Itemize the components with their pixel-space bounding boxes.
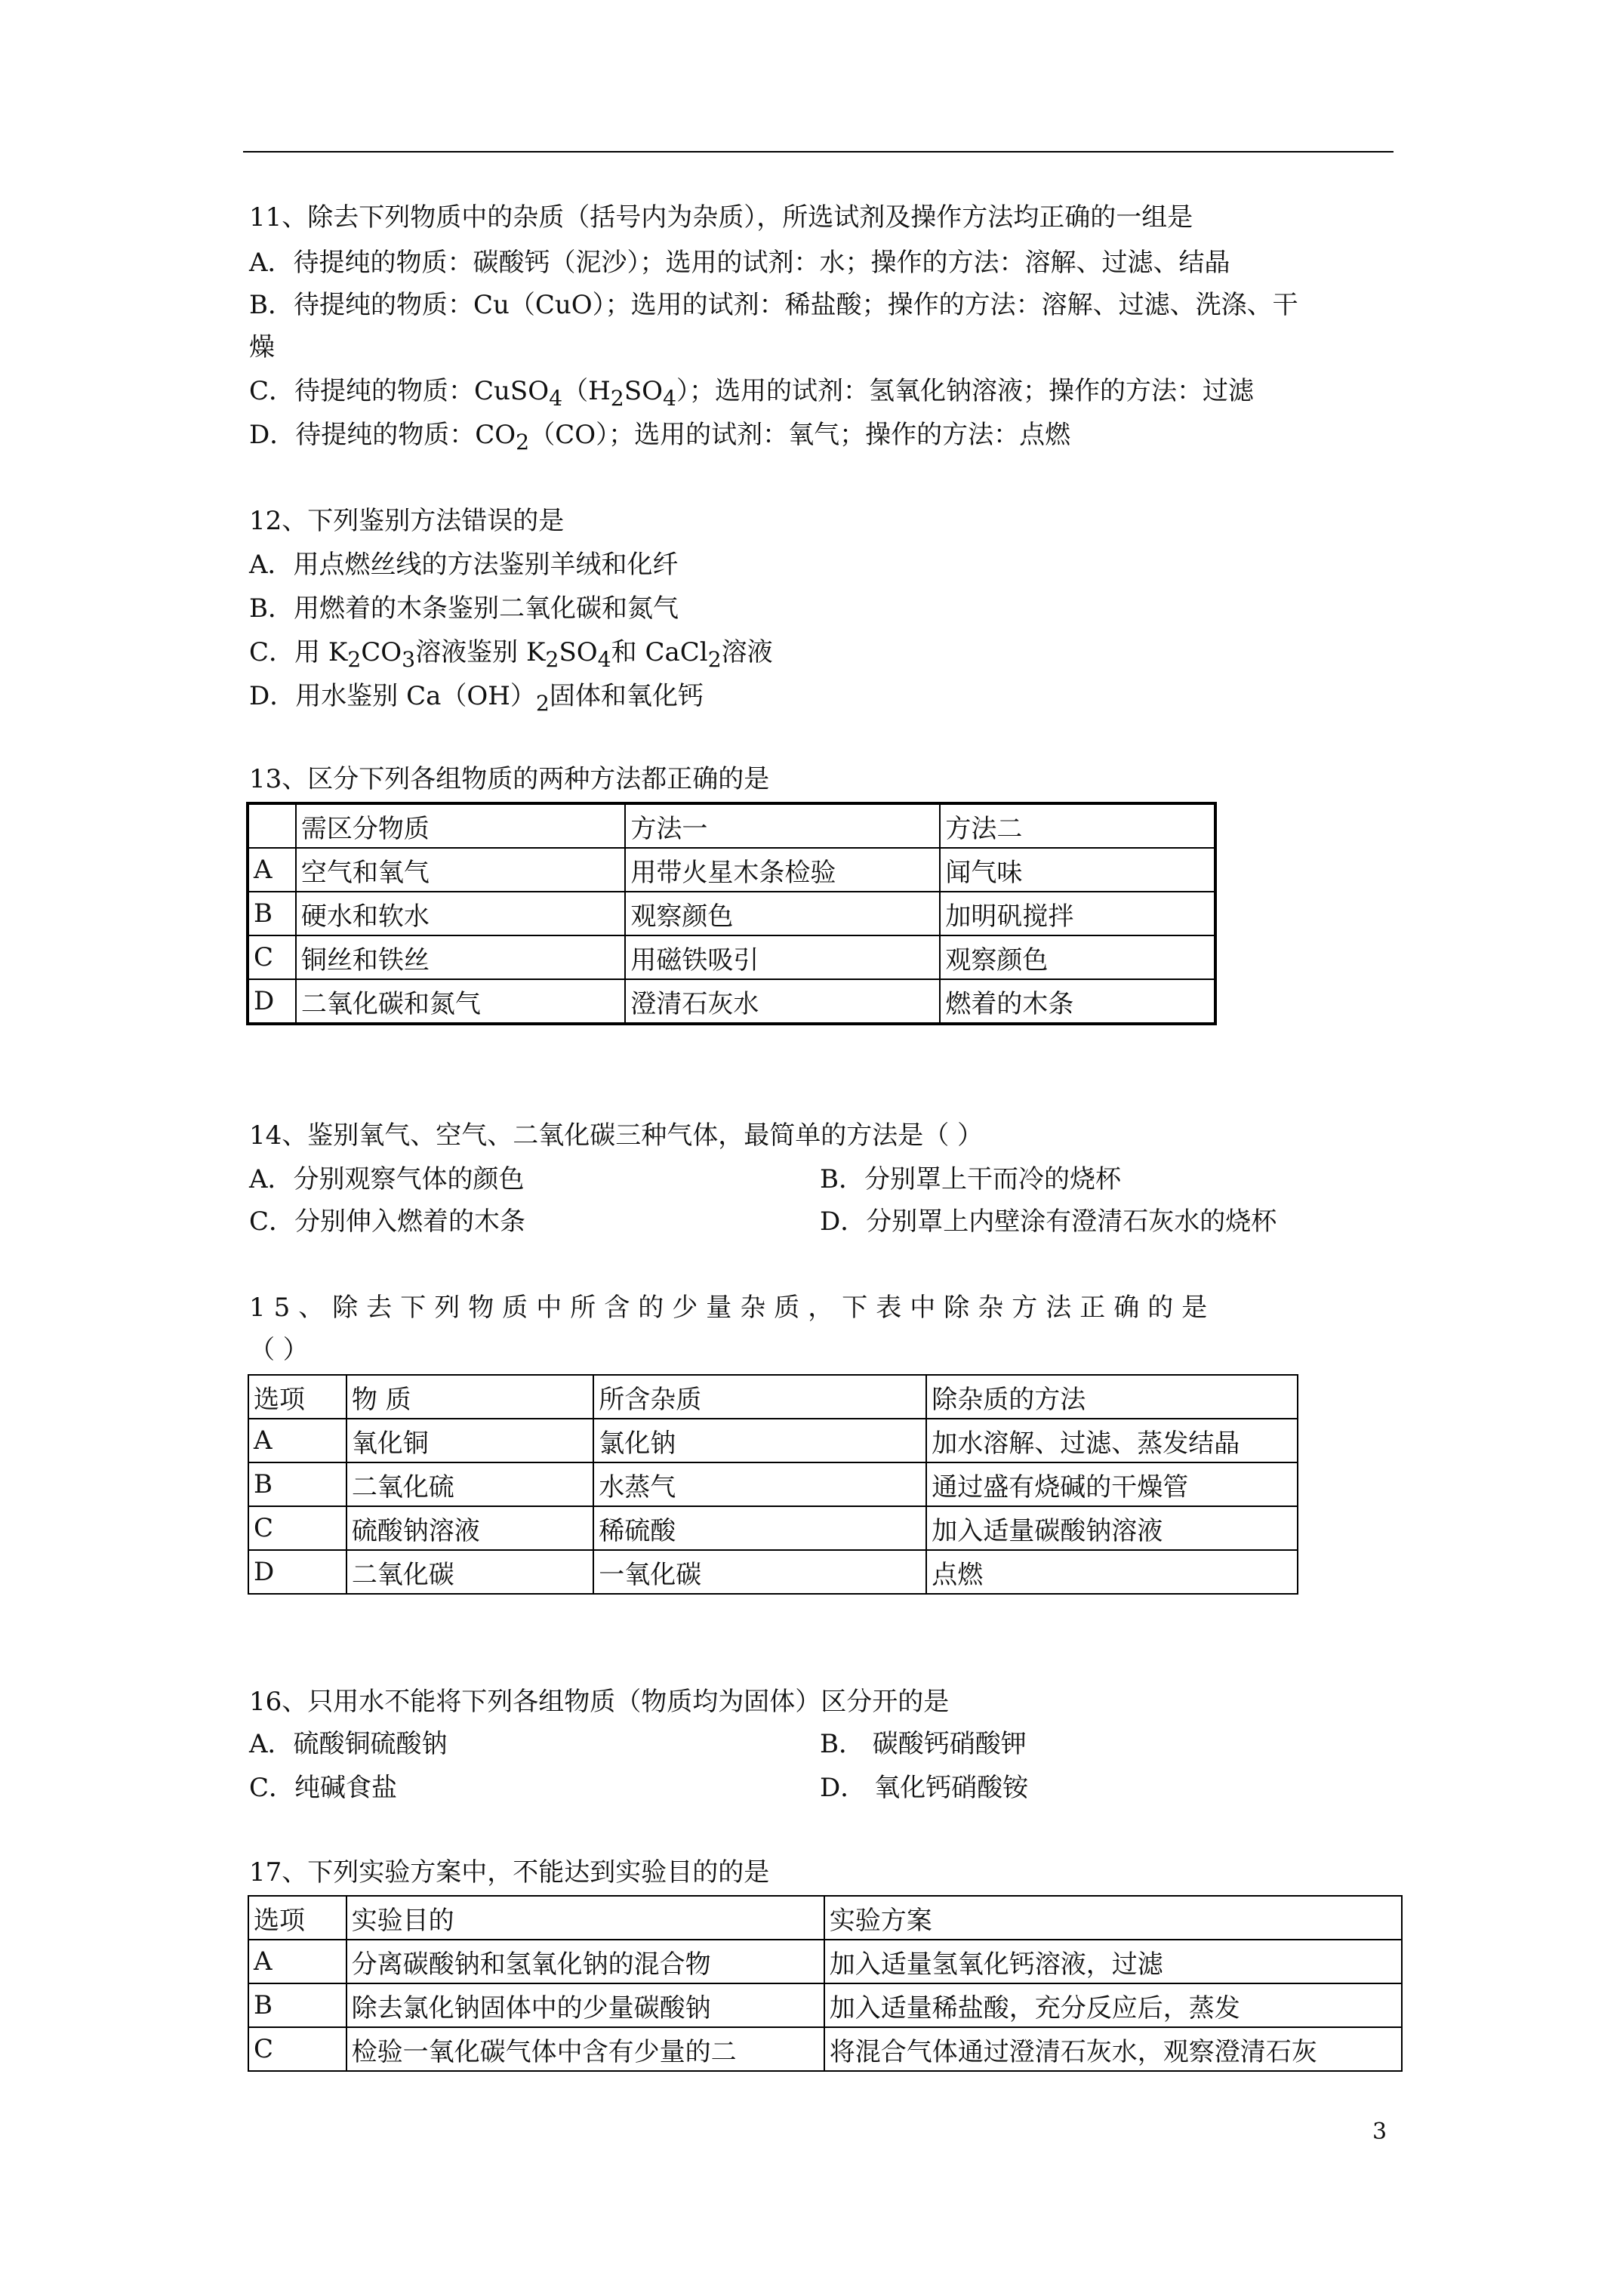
table-cell: B bbox=[248, 1462, 346, 1506]
q11-option-b: B．待提纯的物质：Cu（CuO）；选用的试剂：稀盐酸；操作的方法：溶解、过滤、洗涤、干 bbox=[249, 290, 1298, 320]
table-cell: 除杂质的方法 bbox=[926, 1375, 1298, 1419]
table-cell: A bbox=[248, 848, 296, 892]
table-cell: 选项 bbox=[248, 1375, 346, 1419]
q11-option-c: C．待提纯的物质：$CuSO_4(H_2SO_4)$；选用的试剂：氢氧化钠溶液；操作的方法：过滤 bbox=[249, 376, 1255, 411]
q13-table bbox=[246, 802, 1217, 1025]
table-cell: C bbox=[248, 2027, 346, 2071]
table-cell: B bbox=[248, 1983, 346, 2027]
q16-stem: 16、只用水不能将下列各组物质（物质均为固体）区分开的是 bbox=[249, 1687, 950, 1717]
table-header-row bbox=[248, 1896, 1402, 1940]
q15-stem-blank: （ ） bbox=[249, 1335, 309, 1365]
table-cell: 需区分物质 bbox=[296, 803, 626, 848]
table-cell: 加明矾搅拌 bbox=[940, 892, 1215, 935]
table-row bbox=[248, 2027, 1402, 2071]
table-cell: 将混合气体通过澄清石灰水，观察澄清石灰 bbox=[824, 2027, 1402, 2071]
q14-option-c: C．分别伸入燃着的木条 bbox=[249, 1207, 526, 1237]
table-cell: 硬水和软水 bbox=[296, 892, 626, 935]
table-cell: 氧化铜 bbox=[346, 1419, 593, 1462]
table-cell: 硫酸钠溶液 bbox=[346, 1506, 593, 1550]
q15-stem: 15、除去下列物质中所含的少量杂质，下表中除杂方法正确的是 bbox=[249, 1293, 1216, 1323]
q15-table bbox=[248, 1374, 1298, 1595]
q11-option-a: A．待提纯的物质：碳酸钙（泥沙）；选用的试剂：水；操作的方法：溶解、过滤、结晶 bbox=[249, 248, 1230, 278]
table-row bbox=[248, 1550, 1298, 1594]
table-cell: D bbox=[248, 979, 296, 1024]
table-row bbox=[248, 1506, 1298, 1550]
table-cell: C bbox=[248, 1506, 346, 1550]
table-cell: 除去氯化钠固体中的少量碳酸钠 bbox=[346, 1983, 824, 2027]
table-row bbox=[248, 1462, 1298, 1506]
table-cell: 氯化钠 bbox=[593, 1419, 926, 1462]
table-cell: 澄清石灰水 bbox=[625, 979, 940, 1024]
q12-option-d: D．用水鉴别 $Ca(OH)_2$固体和氧化钙 bbox=[249, 681, 704, 716]
table-cell: 二氧化碳 bbox=[346, 1550, 593, 1594]
q11-option-b-cont: 燥 bbox=[249, 332, 275, 362]
table-cell: A bbox=[248, 1940, 346, 1983]
page-number: 3 bbox=[1372, 2119, 1387, 2145]
table-cell: 所含杂质 bbox=[593, 1375, 926, 1419]
table-cell: 铜丝和铁丝 bbox=[296, 935, 626, 979]
q14-option-d: D．分别罩上内壁涂有澄清石灰水的烧杯 bbox=[820, 1207, 1277, 1237]
q12-option-a: A．用点燃丝线的方法鉴别羊绒和化纤 bbox=[249, 550, 679, 580]
table-cell: 闻气味 bbox=[940, 848, 1215, 892]
table-cell: B bbox=[248, 892, 296, 935]
table-cell: 加水溶解、过滤、蒸发结晶 bbox=[926, 1419, 1298, 1462]
table-row bbox=[248, 1940, 1402, 1983]
table-row bbox=[248, 1983, 1402, 2027]
table-row bbox=[248, 848, 1215, 892]
table-cell: 方法二 bbox=[940, 803, 1215, 848]
table-cell: 二氧化碳和氮气 bbox=[296, 979, 626, 1024]
table-cell: 加入适量碳酸钠溶液 bbox=[926, 1506, 1298, 1550]
table-cell: 实验方案 bbox=[824, 1896, 1402, 1940]
table-cell: 二氧化硫 bbox=[346, 1462, 593, 1506]
table-cell: 方法一 bbox=[625, 803, 940, 848]
header-rule bbox=[243, 151, 1394, 153]
table-row bbox=[248, 979, 1215, 1024]
q16-option-b: B． 碳酸钙硝酸钾 bbox=[820, 1729, 1027, 1759]
q14-option-a: A．分别观察气体的颜色 bbox=[249, 1164, 525, 1194]
table-cell: 实验目的 bbox=[346, 1896, 824, 1940]
q16-option-c: C．纯碱食盐 bbox=[249, 1773, 398, 1803]
table-cell: 物 质 bbox=[346, 1375, 593, 1419]
q16-option-d: D． 氧化钙硝酸铵 bbox=[820, 1773, 1029, 1803]
q17-table bbox=[248, 1895, 1403, 2072]
table-cell: 加入适量稀盐酸，充分反应后，蒸发 bbox=[824, 1983, 1402, 2027]
q14-option-b: B．分别罩上干而冷的烧杯 bbox=[820, 1164, 1121, 1194]
q13-stem: 13、区分下列各组物质的两种方法都正确的是 bbox=[249, 764, 770, 794]
table-cell: 观察颜色 bbox=[625, 892, 940, 935]
q17-stem: 17、下列实验方案中，不能达到实验目的的是 bbox=[249, 1857, 770, 1888]
table-row bbox=[248, 1419, 1298, 1462]
table-cell: C bbox=[248, 935, 296, 979]
table-cell: D bbox=[248, 1550, 346, 1594]
table-cell: 稀硫酸 bbox=[593, 1506, 926, 1550]
table-cell: 观察颜色 bbox=[940, 935, 1215, 979]
table-cell: 分离碳酸钠和氢氧化钠的混合物 bbox=[346, 1940, 824, 1983]
q12-option-b: B．用燃着的木条鉴别二氧化碳和氮气 bbox=[249, 593, 679, 624]
q12-option-c: C．用 $K_2CO_3$溶液鉴别 $K_2SO_4$和 CaCl$_2$溶液 bbox=[249, 637, 773, 672]
table-cell: 加入适量氢氧化钙溶液，过滤 bbox=[824, 1940, 1402, 1983]
table-row bbox=[248, 892, 1215, 935]
q14-stem: 14、鉴别氧气、空气、二氧化碳三种气体，最简单的方法是（ ） bbox=[249, 1120, 984, 1151]
table-cell: 一氧化碳 bbox=[593, 1550, 926, 1594]
table-cell: 通过盛有烧碱的干燥管 bbox=[926, 1462, 1298, 1506]
table-cell: 空气和氧气 bbox=[296, 848, 626, 892]
q12-stem: 12、下列鉴别方法错误的是 bbox=[249, 506, 565, 536]
table-row bbox=[248, 935, 1215, 979]
q11-stem: 11、除去下列物质中的杂质（括号内为杂质），所选试剂及操作方法均正确的一组是 bbox=[249, 202, 1193, 233]
table-cell bbox=[248, 803, 296, 848]
table-cell: 用带火星木条检验 bbox=[625, 848, 940, 892]
table-header-row bbox=[248, 1375, 1298, 1419]
q11-option-d: D．待提纯的物质：$CO_2(CO)$；选用的试剂：氧气；操作的方法：点燃 bbox=[249, 420, 1071, 455]
table-cell: 用磁铁吸引 bbox=[625, 935, 940, 979]
table-cell: 燃着的木条 bbox=[940, 979, 1215, 1024]
table-cell: 检验一氧化碳气体中含有少量的二 bbox=[346, 2027, 824, 2071]
table-header-row bbox=[248, 803, 1215, 848]
table-cell: 选项 bbox=[248, 1896, 346, 1940]
table-cell: A bbox=[248, 1419, 346, 1462]
q16-option-a: A．硫酸铜硫酸钠 bbox=[249, 1729, 448, 1759]
table-cell: 水蒸气 bbox=[593, 1462, 926, 1506]
table-cell: 点燃 bbox=[926, 1550, 1298, 1594]
